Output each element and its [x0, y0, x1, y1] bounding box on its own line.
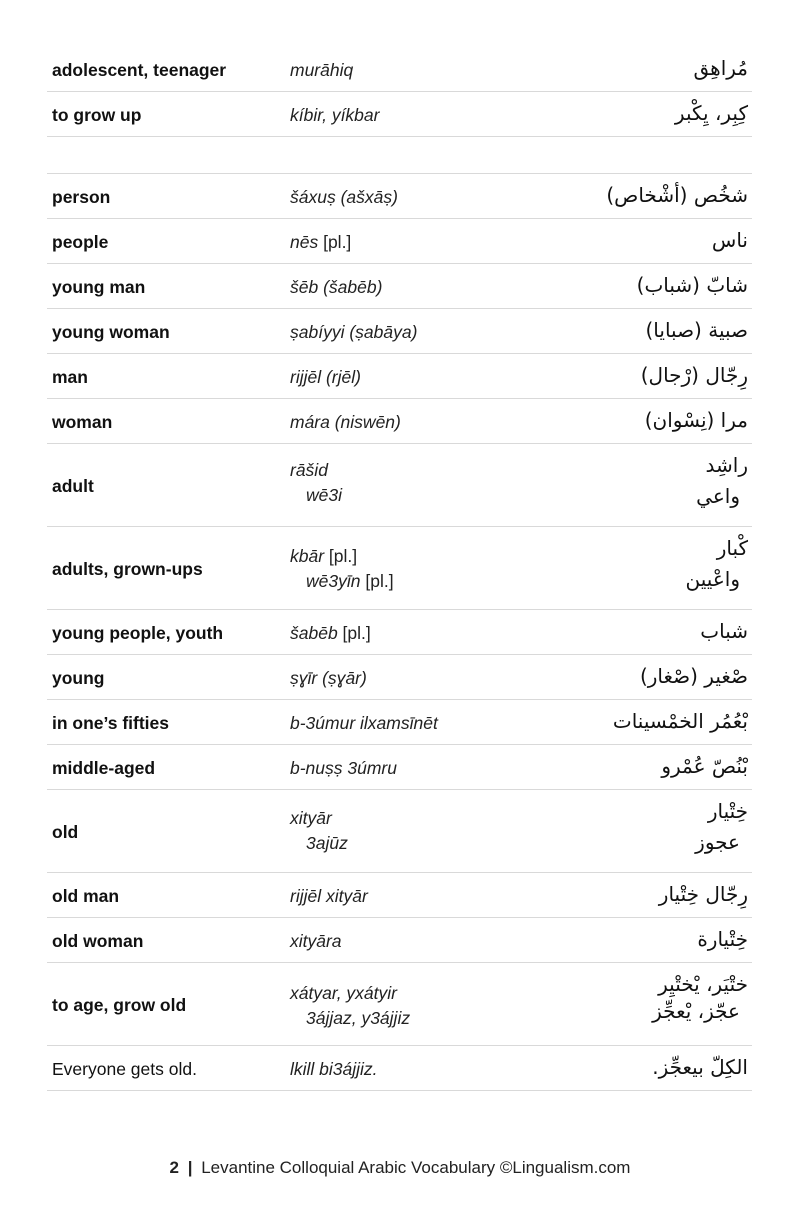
transliteration: murāhiq	[290, 60, 354, 80]
english-term: old woman	[52, 931, 144, 951]
transliteration: b-nuṣṣ 3úmru	[290, 758, 397, 778]
arabic-line-2: واعْيين	[685, 567, 740, 591]
arabic-term	[695, 799, 748, 854]
transliteration: šáxuṣ (ašxāṣ)	[290, 187, 398, 207]
vocab-row-man	[47, 354, 752, 399]
vocabulary-page	[47, 48, 752, 1091]
transliteration-word: šabēb	[290, 623, 338, 643]
english-term: young woman	[52, 322, 170, 342]
vocab-row-middle-aged	[47, 745, 752, 790]
arabic-term: صْغير (صْغار)	[639, 664, 748, 688]
plural-note: [pl.]	[360, 571, 394, 591]
transliteration-line-2: 3ajūz	[306, 833, 348, 853]
arabic-term: شخُص (أشْخاص)	[606, 183, 748, 207]
transliteration: mára (niswēn)	[290, 412, 401, 432]
transliteration	[290, 460, 342, 506]
transliteration	[290, 808, 348, 854]
arabic-term: ناس	[711, 228, 748, 252]
transliteration: šēb (šabēb)	[290, 277, 383, 297]
arabic-term	[696, 453, 748, 508]
arabic-sentence: الكِلّ بيعجِّز.	[652, 1055, 748, 1079]
arabic-term: صبية (صبايا)	[645, 318, 748, 342]
english-term: adolescent, teenager	[52, 60, 227, 80]
vocab-row-adults	[47, 527, 752, 610]
arabic-line-1: كْبار	[716, 536, 748, 560]
vocab-row-people	[47, 219, 752, 264]
plural-note: [pl.]	[324, 546, 358, 566]
transliteration-word: wē3yīn	[306, 571, 361, 591]
english-term: middle-aged	[52, 758, 156, 778]
vocab-row-to-age	[47, 963, 752, 1046]
transliteration-line-1: xityār	[290, 808, 332, 828]
transliteration: kíbir, yíkbar	[290, 105, 380, 125]
vocab-row-young-man	[47, 264, 752, 309]
arabic-term: بْنُصّ عُمْرو	[661, 754, 748, 778]
footer-title: Levantine Colloquial Arabic Vocabulary ©Lingualism.com	[201, 1158, 631, 1177]
transliteration	[290, 623, 371, 644]
transliteration	[290, 232, 351, 253]
transliteration: ṣabíyyi (ṣabāya)	[290, 322, 418, 342]
arabic-line-1: ختْيَر، يْختْيِر	[658, 972, 748, 996]
section-divider	[47, 137, 752, 174]
plural-note: [pl.]	[337, 623, 371, 643]
transliteration: xityāra	[290, 931, 342, 951]
vocab-row-grow-up	[47, 92, 752, 137]
vocab-row-old-man	[47, 873, 752, 918]
vocab-row-old	[47, 790, 752, 873]
page-number: 2	[169, 1158, 179, 1177]
arabic-line-1: خِتْيار	[707, 799, 748, 823]
transliteration-line-1: xátyar, yxátyir	[290, 983, 397, 1003]
english-term: old man	[52, 886, 120, 906]
transliteration: ṣɣīr (ṣɣār)	[290, 668, 367, 688]
plural-note: [pl.]	[318, 232, 352, 252]
vocab-row-old-woman	[47, 918, 752, 963]
english-term: people	[52, 232, 109, 252]
arabic-term	[652, 972, 748, 1023]
arabic-line-2: عجوز	[695, 830, 740, 854]
english-term: to age, grow old	[52, 995, 187, 1015]
vocab-row-adult	[47, 444, 752, 527]
footer-separator: |	[187, 1158, 193, 1177]
english-term: in one’s fifties	[52, 713, 170, 733]
english-sentence: Everyone gets old.	[52, 1059, 197, 1079]
english-term: man	[52, 367, 88, 387]
transliteration-line-1: rāšid	[290, 460, 328, 480]
arabic-term: خِتْيارة	[697, 927, 748, 951]
arabic-term: رِجّال (رْجال)	[640, 363, 748, 387]
arabic-term: رِجّال خِتْيار	[658, 882, 748, 906]
transliteration-line-2: 3ájjaz, y3ájjiz	[306, 1008, 411, 1028]
english-term: woman	[52, 412, 113, 432]
transliteration: rijjēl (rjēl)	[290, 367, 361, 387]
english-term: person	[52, 187, 111, 207]
vocab-row-youth	[47, 610, 752, 655]
vocab-row-young	[47, 655, 752, 700]
arabic-term: شابّ (شباب)	[636, 273, 748, 297]
transliteration	[290, 983, 410, 1029]
vocab-row-adolescent	[47, 48, 752, 92]
arabic-term	[686, 536, 748, 591]
english-term: to grow up	[52, 105, 142, 125]
arabic-line-2: عجّز، يْعجِّز	[652, 999, 740, 1023]
transliteration	[290, 546, 394, 592]
vocab-row-woman	[47, 399, 752, 444]
arabic-term: شباب	[700, 619, 748, 643]
arabic-line-1: راشِد	[705, 453, 748, 477]
transliteration-line-2: wē3i	[306, 485, 342, 505]
arabic-term: بْعُمُر الخمْسينات	[612, 709, 748, 733]
page-footer	[0, 1158, 800, 1178]
arabic-term: مُراهِق	[693, 56, 748, 80]
english-term: young man	[52, 277, 146, 297]
english-term: old	[52, 822, 79, 842]
english-term: adults, grown-ups	[52, 559, 203, 579]
english-term: young	[52, 668, 105, 688]
vocab-row-example-sentence	[47, 1046, 752, 1091]
arabic-term: مرا (نِسْوان)	[644, 408, 748, 432]
transliteration: lkill bi3ájjiz.	[290, 1059, 378, 1079]
transliteration-word: kbār	[290, 546, 325, 566]
transliteration-word: nēs	[290, 232, 319, 252]
english-term: young people, youth	[52, 623, 224, 643]
transliteration-line-1	[290, 546, 357, 566]
vocab-row-person	[47, 174, 752, 219]
vocab-row-young-woman	[47, 309, 752, 354]
transliteration: b-3úmur ilxamsīnēt	[290, 713, 438, 733]
english-term: adult	[52, 476, 94, 496]
transliteration: rijjēl xityār	[290, 886, 368, 906]
arabic-term: كِبِر، يِكْبر	[674, 101, 748, 125]
transliteration-line-2	[290, 571, 394, 592]
vocab-row-fifties	[47, 700, 752, 745]
arabic-line-2: واعي	[696, 484, 740, 508]
